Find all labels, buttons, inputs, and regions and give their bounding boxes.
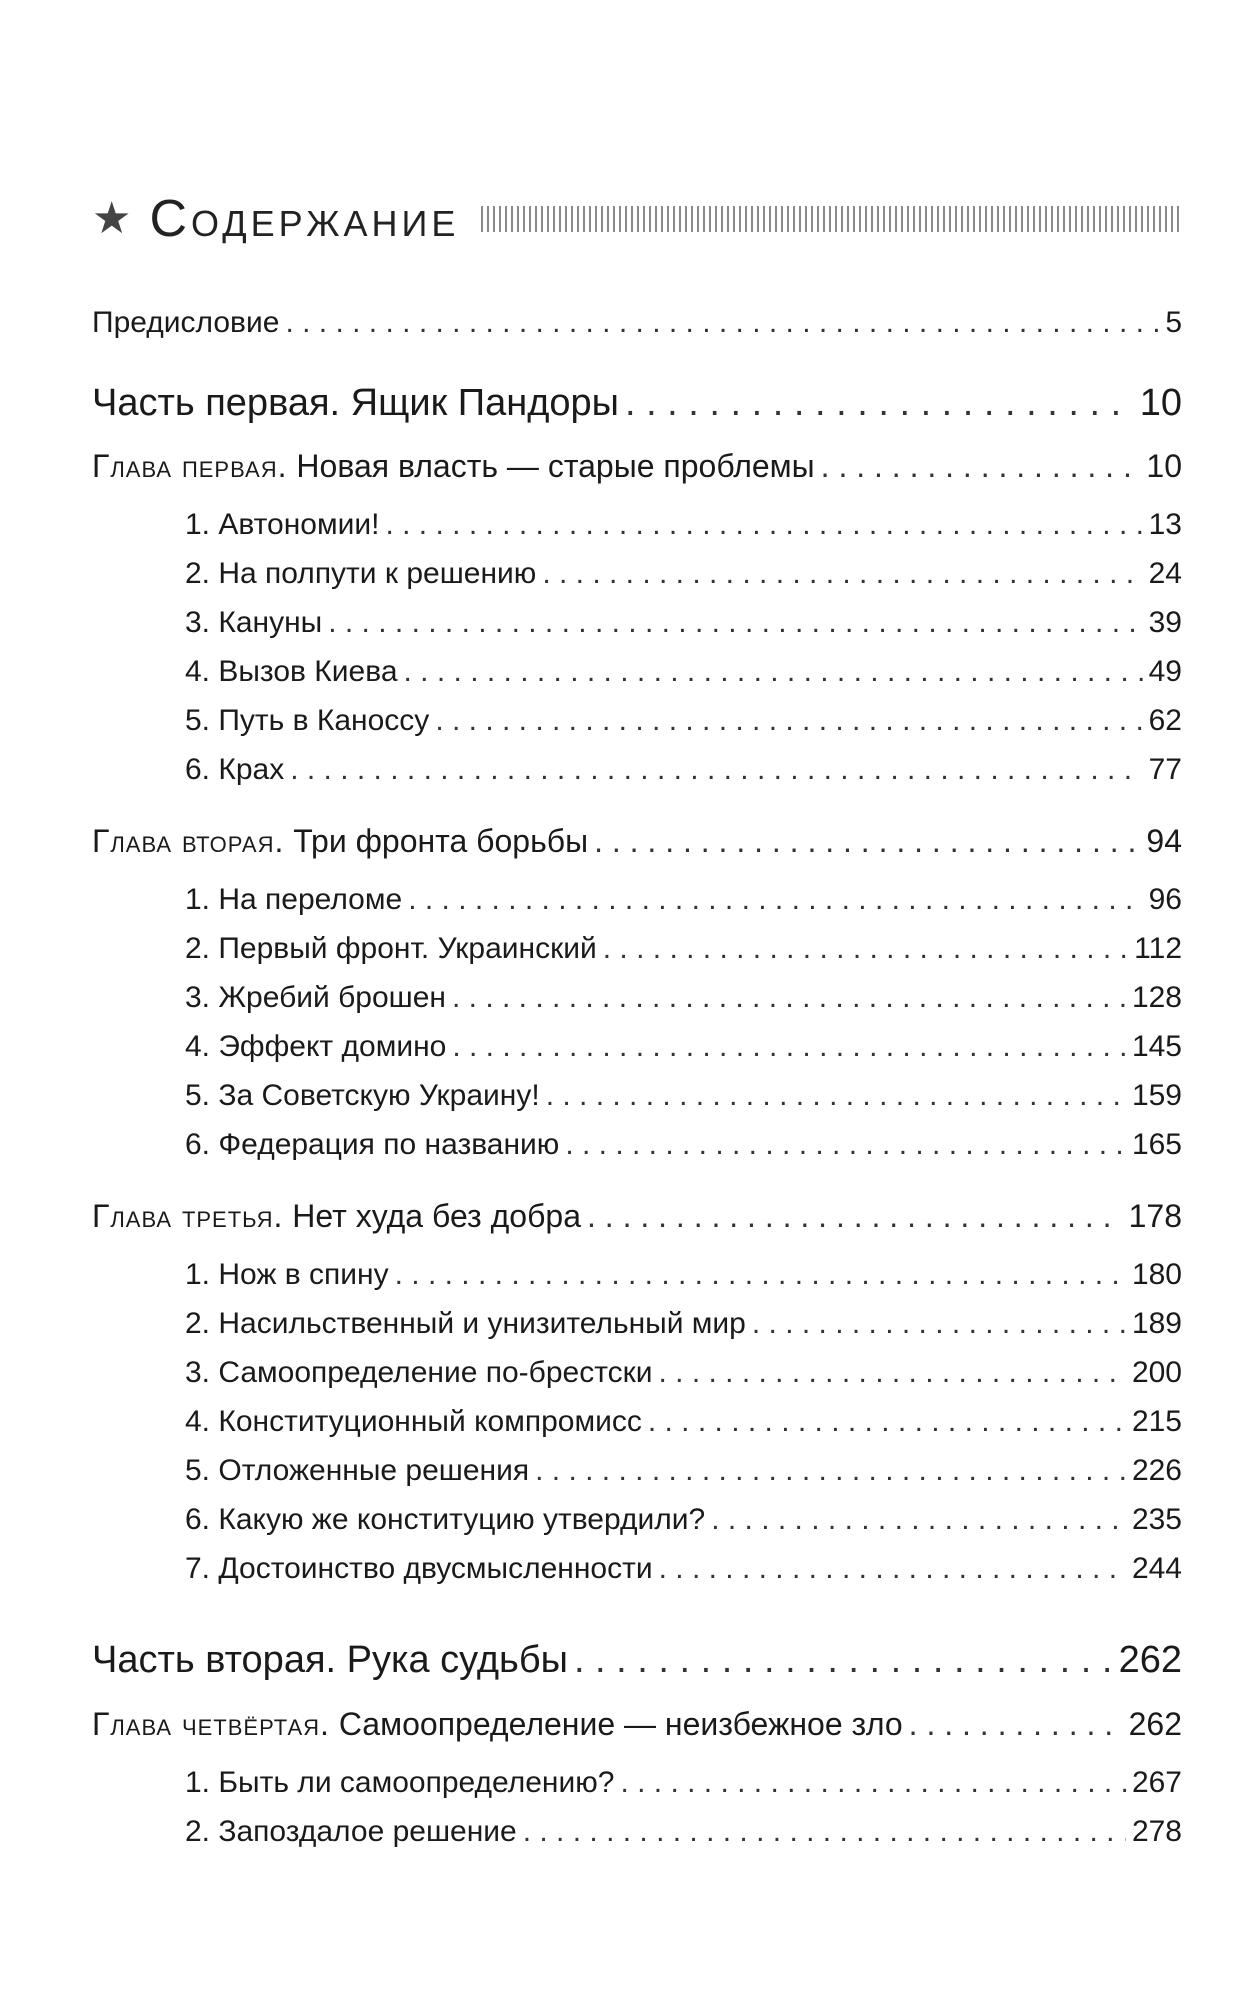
toc-entry-section[interactable] — [185, 1356, 1182, 1390]
chapter-heading — [92, 1706, 903, 1743]
toc-entry-section[interactable] — [185, 655, 1182, 689]
toc-entry-section[interactable] — [185, 1454, 1182, 1488]
section-label: 3. Самоопределение по-брестски — [185, 1356, 653, 1389]
entry-page: 62 — [1148, 704, 1182, 737]
dot-leader — [752, 1307, 1126, 1341]
toc-entry-section[interactable] — [185, 508, 1182, 542]
entry-page: 24 — [1148, 557, 1182, 590]
dot-leader — [395, 1258, 1126, 1292]
part-label: Часть первая. Ящик Пандоры — [92, 382, 619, 424]
toc-heading — [92, 188, 1180, 250]
section-label: 5. Отложенные решения — [185, 1454, 530, 1487]
dot-leader — [546, 1079, 1126, 1113]
chapter-title: Самоопределение — неизбежное зло — [338, 1706, 903, 1742]
chapter-kind: Глава первая. — [92, 448, 288, 484]
section-label: 2. Первый фронт. Украинский — [185, 932, 597, 965]
heading-hatch-rule — [481, 206, 1180, 232]
dot-leader — [620, 1766, 1126, 1800]
toc-entry-section[interactable] — [185, 557, 1182, 591]
dot-leader — [452, 1030, 1126, 1064]
toc-entry-section[interactable] — [185, 883, 1182, 917]
entry-page: 189 — [1131, 1307, 1182, 1340]
entry-page: 13 — [1148, 508, 1182, 541]
chapter-title: Новая власть — старые проблемы — [296, 448, 815, 484]
entry-page: 262 — [1128, 1706, 1182, 1742]
entry-page: 49 — [1148, 655, 1182, 688]
section-label: 4. Эффект домино — [185, 1030, 447, 1063]
toc-entry-chapter[interactable] — [92, 823, 1182, 860]
section-label: 5. За Советскую Украину! — [185, 1079, 540, 1112]
star-icon: ★ — [92, 194, 132, 243]
dot-leader — [385, 508, 1142, 542]
section-label: 1. Нож в спину — [185, 1258, 389, 1291]
toc-entry-section[interactable] — [185, 1258, 1182, 1292]
dot-leader — [565, 1128, 1126, 1162]
dot-leader — [587, 1198, 1123, 1235]
toc-entry-section[interactable] — [185, 932, 1182, 966]
section-label: 2. На полпути к решению — [185, 557, 537, 590]
section-label: 6. Федерация по названию — [185, 1128, 560, 1161]
dot-leader — [535, 1454, 1126, 1488]
toc-entry-section[interactable] — [185, 1552, 1182, 1586]
toc-entry-section[interactable] — [185, 1503, 1182, 1537]
toc-entry-section[interactable] — [185, 981, 1182, 1015]
dot-leader — [285, 306, 1159, 340]
section-label: 2. Запоздалое решение — [185, 1815, 517, 1848]
dot-leader — [821, 448, 1141, 485]
section-label: 1. Быть ли самоопределению? — [185, 1766, 615, 1799]
dot-leader — [523, 1815, 1126, 1849]
entry-page: 77 — [1148, 753, 1182, 786]
toc-entry-chapter[interactable] — [92, 448, 1182, 485]
section-label: 7. Достоинство двусмысленности — [185, 1552, 653, 1585]
toc-entry-part[interactable] — [92, 382, 1182, 425]
entry-page: 180 — [1131, 1258, 1182, 1291]
section-label: 4. Конституционный компромисс — [185, 1405, 642, 1438]
chapter-title: Нет худа без добра — [292, 1198, 581, 1234]
dot-leader — [603, 932, 1128, 966]
entry-page: 39 — [1148, 606, 1182, 639]
toc-entry-preface[interactable] — [92, 306, 1182, 340]
section-label: 4. Вызов Киева — [185, 655, 398, 688]
dot-leader — [452, 981, 1126, 1015]
entry-page: 235 — [1131, 1503, 1182, 1536]
entry-label: Предисловие — [92, 306, 280, 339]
section-label: 2. Насильственный и унизительный мир — [185, 1307, 746, 1340]
dot-leader — [594, 823, 1140, 860]
toc-entry-section[interactable] — [185, 1405, 1182, 1439]
entry-page: 94 — [1146, 823, 1182, 859]
dot-leader — [658, 1356, 1125, 1390]
toc-entry-part[interactable] — [92, 1639, 1182, 1682]
section-label: 3. Жребий брошен — [185, 981, 446, 1014]
dot-leader — [435, 704, 1142, 738]
dot-leader — [574, 1639, 1113, 1682]
dot-leader — [290, 753, 1142, 787]
chapter-kind: Глава третья. — [92, 1198, 284, 1234]
entry-page: 145 — [1131, 1030, 1182, 1063]
toc-entry-section[interactable] — [185, 606, 1182, 640]
dot-leader — [625, 382, 1134, 425]
entry-page: 226 — [1131, 1454, 1182, 1487]
entry-page: 112 — [1134, 932, 1182, 965]
chapter-heading — [92, 1198, 581, 1235]
toc-entry-chapter[interactable] — [92, 1706, 1182, 1743]
chapter-kind: Глава вторая. — [92, 823, 285, 859]
toc-entry-section[interactable] — [185, 1128, 1182, 1162]
part-label: Часть вторая. Рука судьбы — [92, 1639, 568, 1681]
dot-leader — [659, 1552, 1126, 1586]
section-label: 3. Кануны — [185, 606, 323, 639]
dot-leader — [909, 1706, 1123, 1743]
section-label: 6. Какую же конституцию утвердили? — [185, 1503, 706, 1536]
section-label: 1. На переломе — [185, 883, 403, 916]
toc-entry-section[interactable] — [185, 1815, 1182, 1849]
dot-leader — [328, 606, 1142, 640]
toc-entry-section[interactable] — [185, 1030, 1182, 1064]
entry-page: 96 — [1148, 883, 1182, 916]
section-label: 5. Путь в Каноссу — [185, 704, 430, 737]
entry-page: 5 — [1165, 306, 1182, 339]
entry-page: 200 — [1131, 1356, 1182, 1389]
toc-entry-section[interactable] — [185, 1766, 1182, 1800]
entry-page: 262 — [1118, 1639, 1182, 1681]
entry-page: 159 — [1131, 1079, 1182, 1112]
page-title: Содержание — [149, 190, 460, 248]
toc-entry-section[interactable] — [185, 704, 1182, 738]
entry-page: 244 — [1131, 1552, 1182, 1585]
dot-leader — [408, 883, 1142, 917]
entry-page: 278 — [1131, 1815, 1182, 1848]
chapter-title: Три фронта борьбы — [293, 823, 589, 859]
toc-entry-chapter[interactable] — [92, 1198, 1182, 1235]
entry-page: 215 — [1131, 1405, 1182, 1438]
entry-page: 267 — [1131, 1766, 1182, 1799]
dot-leader — [648, 1405, 1126, 1439]
chapter-kind: Глава четвёртая. — [92, 1706, 330, 1742]
section-label: 1. Автономии! — [185, 508, 380, 541]
entry-page: 10 — [1139, 382, 1182, 424]
toc-entry-section[interactable] — [185, 1307, 1182, 1341]
entry-page: 128 — [1131, 981, 1182, 1014]
dot-leader — [711, 1503, 1126, 1537]
toc-entry-section[interactable] — [185, 1079, 1182, 1113]
chapter-heading — [92, 823, 588, 860]
entry-page: 165 — [1131, 1128, 1182, 1161]
dot-leader — [404, 655, 1143, 689]
section-label: 6. Крах — [185, 753, 285, 786]
toc-entry-section[interactable] — [185, 753, 1182, 787]
entry-page: 10 — [1146, 448, 1182, 484]
chapter-heading — [92, 448, 815, 485]
entry-page: 178 — [1128, 1198, 1182, 1234]
dot-leader — [542, 557, 1142, 591]
